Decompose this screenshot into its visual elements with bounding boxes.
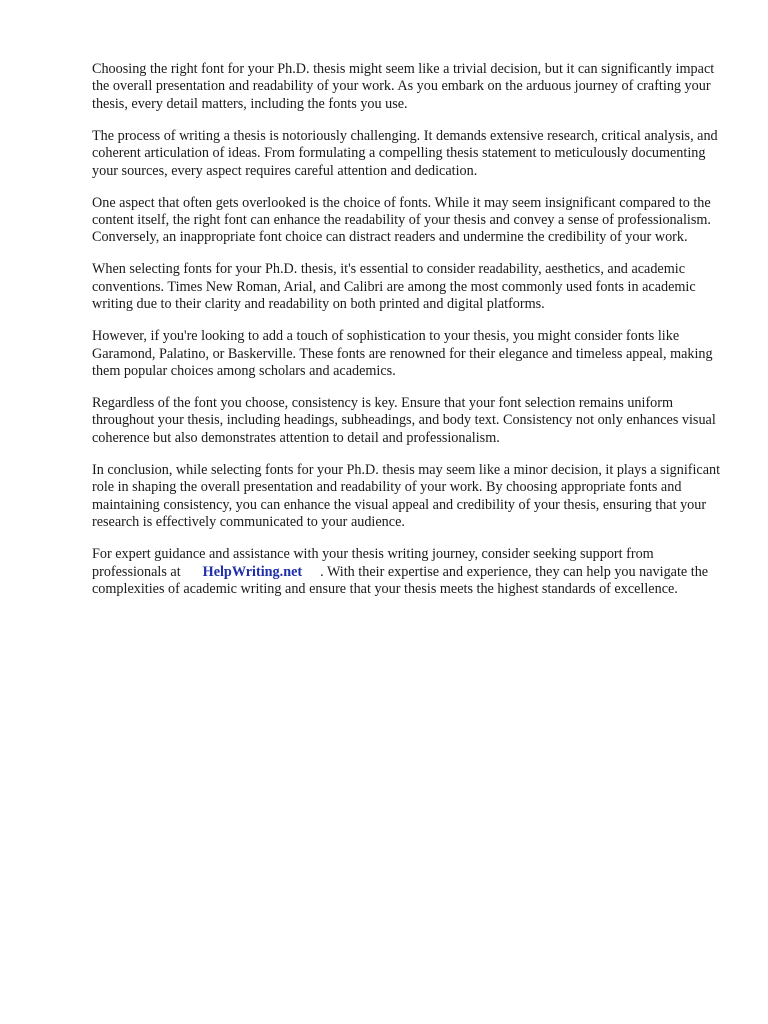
- paragraph-expert-guidance: [92, 546, 728, 598]
- paragraph-sophisticated-fonts: However, if you're looking to add a touch of sophistication to your thesis, you might consider fonts like Garamond, Palatino, or Baskerville. These fonts are renowned for their elegance and timeless appeal, making them popular choices among scholars and academics.: [92, 328, 713, 380]
- document-body: [92, 61, 728, 613]
- paragraph-font-choice: One aspect that often gets overlooked is the choice of fonts. While it may seem insignificant compared to the content itself, the right font can enhance the readability of your thesis and convey a sense of professionalism. Conversely, an inappropriate font choice can distract readers and undermine the credibility of your work.: [92, 194, 711, 246]
- helpwriting-link[interactable]: HelpWriting.net: [202, 563, 303, 580]
- guidance-text-before-link: For expert guidance and assistance with your thesis writing journey, consider seeking support from professionals at: [92, 546, 654, 580]
- guidance-text-after-link: . With their expertise and experience, they can help you navigate the complexities of academic writing and ensure that your thesis meets the highest standards of excellence.: [92, 563, 709, 597]
- paragraph-common-fonts: When selecting fonts for your Ph.D. thesis, it's essential to consider readability, aesthetics, and academic conventions. Times New Roman, Arial, and Calibri are among the most commonly used fonts in academic writing due to their clarity and readability on both printed and digital platforms.: [92, 261, 696, 313]
- paragraph-conclusion: In conclusion, while selecting fonts for your Ph.D. thesis may seem like a minor decision, it plays a significant role in shaping the overall presentation and readability of your work. By choosing appropriate fonts and maintaining consistency, you can enhance the visual appeal and credibility of your thesis, ensuring that your research is effectively communicated to your audience.: [92, 461, 721, 531]
- paragraph-consistency: Regardless of the font you choose, consistency is key. Ensure that your font selection remains uniform throughout your thesis, including headings, subheadings, and body text. Consistency not only enhances visual coherence but also demonstrates attention to detail and professionalism.: [92, 395, 716, 446]
- paragraph-intro: Choosing the right font for your Ph.D. thesis might seem like a trivial decision, but it can significantly impact the overall presentation and readability of your work. As you embark on the arduous journey of crafting your thesis, every detail matters, including the fonts you use.: [92, 61, 715, 112]
- paragraph-writing-process: The process of writing a thesis is notoriously challenging. It demands extensive research, critical analysis, and coherent articulation of ideas. From formulating a compelling thesis statement to meticulously documenting your sources, every aspect requires careful attention and dedication.: [92, 127, 718, 179]
